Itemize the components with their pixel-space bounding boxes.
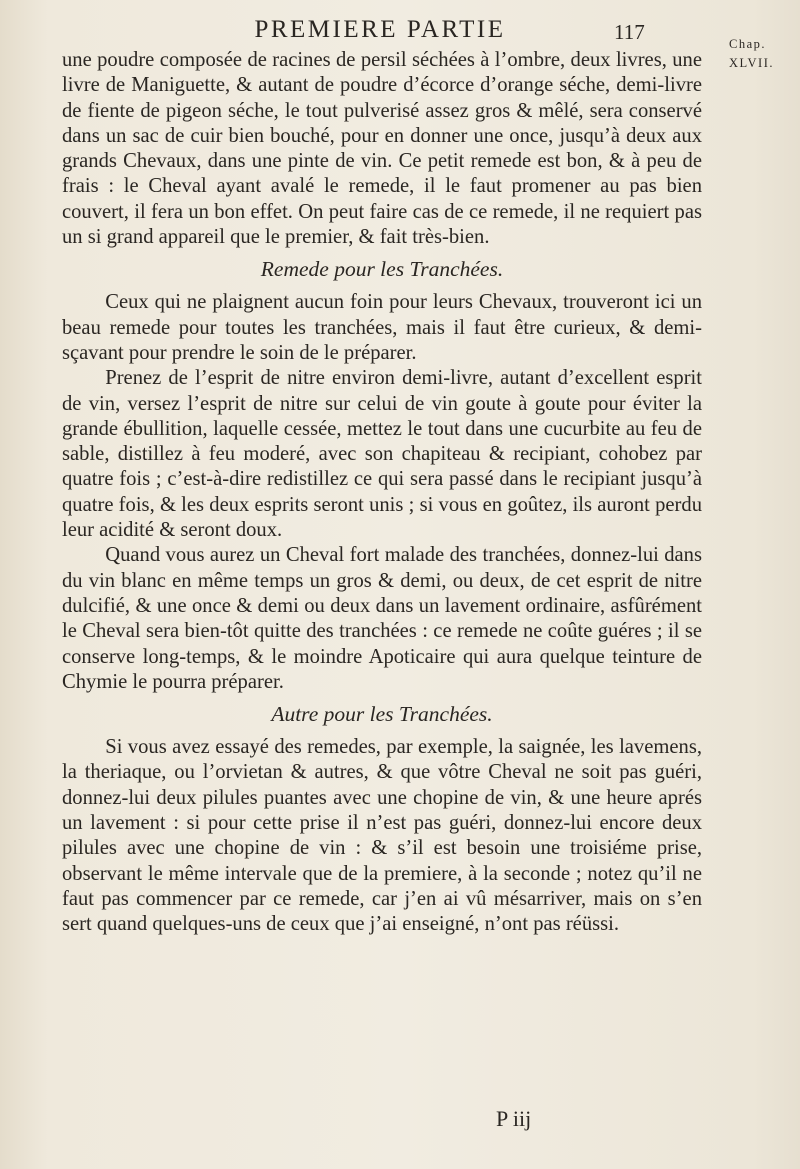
page-number: 117 xyxy=(614,20,645,44)
main-text xyxy=(62,48,702,938)
paragraph-2: Ceux qui ne plaignent aucun foin pour leurs Chevaux, trouveront ici un beau remede pour toutes les tranchées, mais il faut être curieux, & demi-sçavant pour prendre le soin de le préparer. xyxy=(62,291,702,364)
section-heading-remede: Remede pour les Tranchées. xyxy=(260,257,504,282)
section-heading-autre: Autre pour les Tranchées. xyxy=(271,702,493,727)
paragraph-5: Si vous avez essayé des remedes, par exemple, la saignée, les lavemens, la theriaque, ou l’orvietan & autres, & que vôtre Cheval ne soit pas guéri, donnez-lui deux pilules puantes avec une chopine de vin, & une heure aprés un lavement : si pour cette prise il n’est pas guéri, donnez-lui encore deux pilules avec une chopine de vin : & s’il est besoin une troisiéme prise, observant le même intervale que de la premiere, à la seconde ; notez qu’il ne faut pas commencer par ce remede, car j’en ai vû mésarriver, mais on s’en sert quand quelques-uns de ceux que j’ai enseigné, n’ont pas réüssi. xyxy=(62,736,702,936)
paragraph-4: Quand vous aurez un Cheval fort malade des tranchées, donnez-lui dans du vin blanc en même temps un gros & demi, ou deux, de cet esprit de nitre dulcifié, & une once & demi ou deux dans un lavement ordinaire, asfûrément le Cheval sera bien-tôt quitte des tranchées : ce remede ne coûte guéres ; il se conserve long-temps, & le moindre Apoticaire qui aura quelque teinture de Chymie le pourra préparer. xyxy=(62,544,702,693)
running-title: PREMIERE PARTIE xyxy=(254,16,506,43)
chapter-label: Chap. xyxy=(729,37,767,51)
chapter-margin-note xyxy=(729,35,791,73)
paragraph-3: Prenez de l’esprit de nitre environ demi-livre, autant d’excellent esprit de vin, versez l’esprit de nitre sur celui de vin goute à goute pour éviter la grande ébullition, laquelle cessée, mettez le tout dans une cucurbite au feu de sable, distillez à feu moderé, avec son chapiteau & recipiant, cohobez par quatre fois ; c’est-à-dire redistillez ce qui sera passé dans le recipiant jusqu’à quatre fois, & les deux esprits seront unis ; si vous en goûtez, ils auront perdu leur acidité & seront doux. xyxy=(62,367,702,542)
signature-mark: P iij xyxy=(496,1106,532,1131)
chapter-number: XLVII. xyxy=(729,56,774,70)
paragraph-1: une poudre composée de racines de persil séchées à l’ombre, deux livres, une livre de Maniguette, & autant de poudre d’écorce d’orange séche, demi-livre de fiente de pigeon séche, le tout pulverisé assez gros & mêlé, sera conservé dans un sac de cuir bien bouché, pour en donner une once, jusqu’à deux aux grands Chevaux, dans une pinte de vin. Ce petit remede est bon, & à peu de frais : le Cheval ayant avalé le remede, il le faut promener au pas bien couvert, il fera un bon effet. On peut faire cas de ce remede, il ne requiert pas un si grand appareil que le premier, & fait très-bien. xyxy=(62,49,702,249)
